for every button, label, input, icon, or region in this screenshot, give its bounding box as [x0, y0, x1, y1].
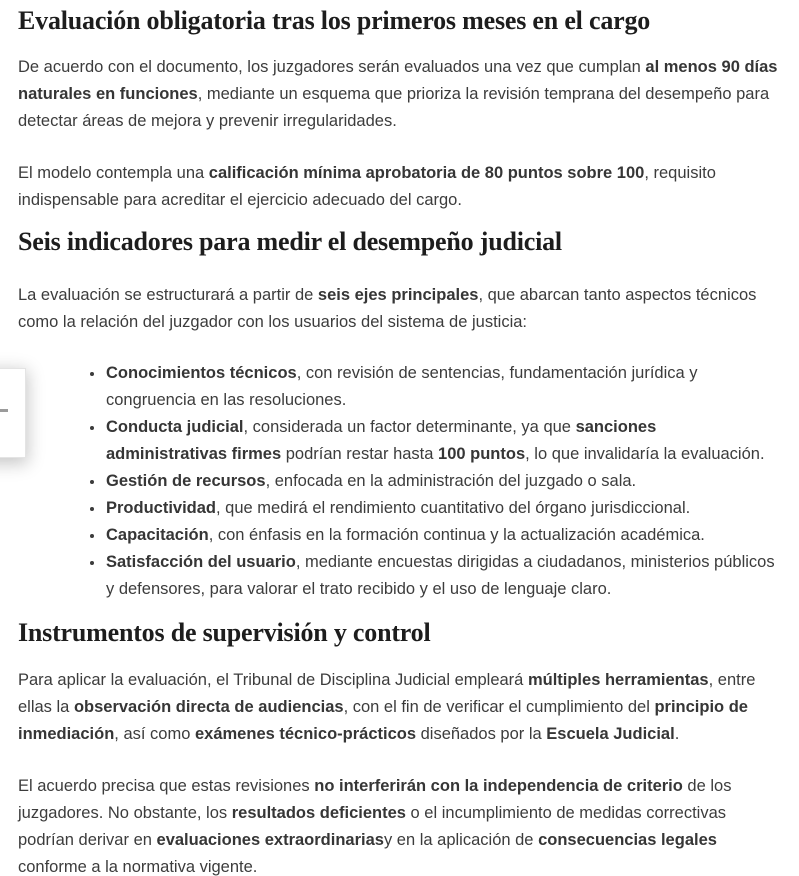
- list-item-productividad: • Productividad, que medirá el rendimiento cuantitativo del órgano jurisdiccional.: [105, 495, 778, 522]
- list-item-satisfaccion-del-usuario: • Satisfacción del usuario, mediante encuestas dirigidas a ciudadanos, ministerios públicos y defensores, para valorar el trato recibido y el uso de lenguaje claro.: [105, 549, 778, 603]
- list-item-conocimientos-tecnicos: • Conocimientos técnicos, con revisión de sentencias, fundamentación jurídica y congruencia en las resoluciones.: [105, 360, 778, 414]
- list-item-gestion-de-recursos: • Gestión de recursos, enfocada en la administración del juzgado o sala.: [105, 468, 778, 495]
- paragraph-calificacion-minima: El modelo contempla una calificación mínima aprobatoria de 80 puntos sobre 100, requisito indispensable para acreditar el ejercicio adecuado del cargo.: [18, 164, 716, 209]
- paragraph-independencia-criterio: El acuerdo precisa que estas revisiones no interferirán con la independencia de criterio de los juzgadores. No obstante, los resultados deficientes o el incumplimiento de medidas correctivas podrían derivar en evaluaciones extraordinariasy en la aplicación de consecuencias legales conforme a la normativa vigente.: [18, 777, 732, 876]
- paragraph-seis-ejes: La evaluación se estructurará a partir de seis ejes principales, que abarcan tanto aspectos técnicos como la relación del juzgador con los usuarios del sistema de justicia:: [18, 286, 757, 331]
- indicators-list: [18, 360, 778, 603]
- section-heading-instrumentos: Instrumentos de supervisión y control: [18, 618, 431, 647]
- section-heading-seis-indicadores: Seis indicadores para medir el desempeño judicial: [18, 227, 562, 256]
- section-heading-evaluacion-obligatoria: Evaluación obligatoria tras los primeros meses en el cargo: [18, 6, 651, 35]
- list-item-capacitacion: • Capacitación, con énfasis en la formación continua y la actualización académica.: [105, 522, 778, 549]
- share-widget-card[interactable]: [0, 368, 26, 458]
- list-item-conducta-judicial: • Conducta judicial, considerada un factor determinante, ya que sanciones administrativas firmes podrían restar hasta 100 puntos, lo que invalidaría la evaluación.: [105, 414, 778, 468]
- minus-icon: [0, 409, 8, 412]
- paragraph-90-dias: De acuerdo con el documento, los juzgadores serán evaluados una vez que cumplan al menos 90 días naturales en funciones, mediante un esquema que prioriza la revisión temprana del desempeño para detectar áreas de mejora y prevenir irregularidades.: [18, 58, 778, 130]
- paragraph-herramientas: Para aplicar la evaluación, el Tribunal de Disciplina Judicial empleará múltiples herramientas, entre ellas la observación directa de audiencias, con el fin de verificar el cumplimiento del principio de inmediación, así como exámenes técnico-prácticos diseñados por la Escuela Judicial.: [18, 671, 756, 743]
